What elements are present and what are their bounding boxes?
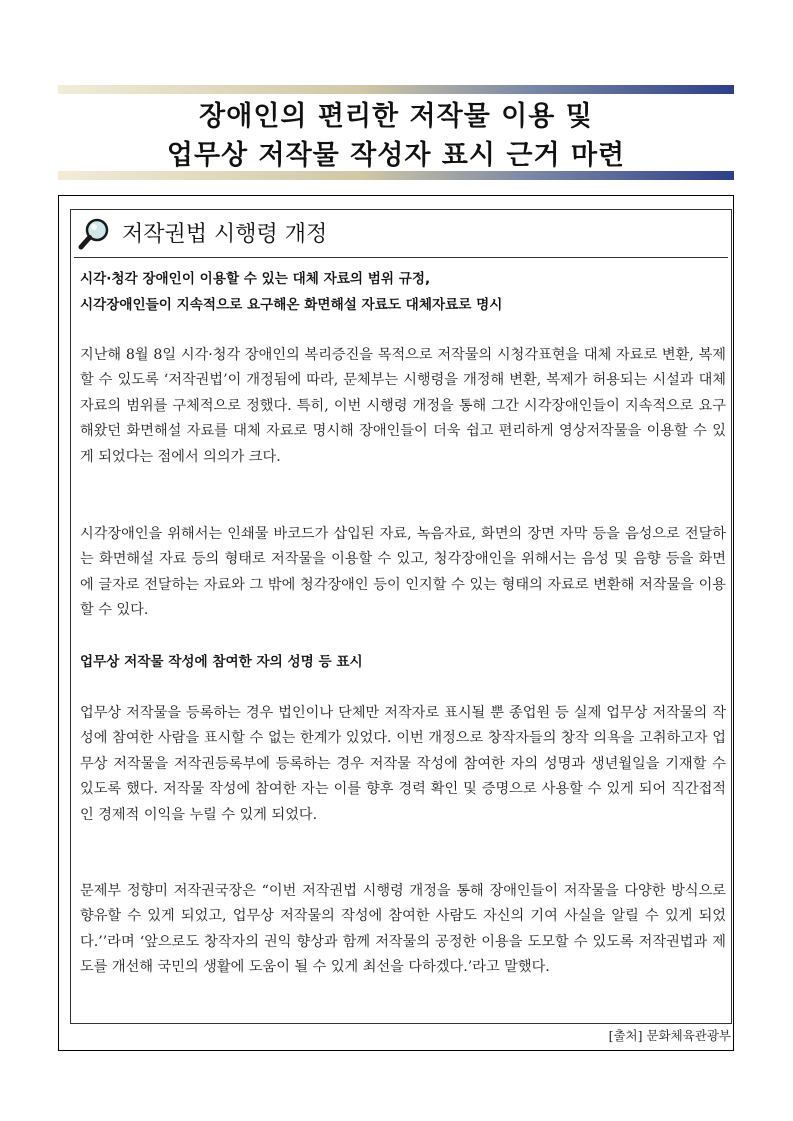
subheading-line: 시각·청각 장애인이 이용할 수 있는 대체 자료의 범위 규정, — [80, 271, 431, 287]
source-credit: [출처] 문화체육관광부 — [608, 1028, 731, 1043]
header-bar-top — [58, 85, 734, 94]
header-bar-bottom — [58, 171, 734, 180]
subheading-line: 시각장애인들이 지속적으로 요구해온 화면해설 자료도 대체자료로 명시 — [80, 297, 503, 313]
paragraph: 지난해 8월 8일 시각·청각 장애인의 복리증진을 목적으로 저작물의 시청각표현을 대체 자료로 변환, 복제할 수 있도록 ‘저작권법’이 개정됨에 따라, 문체부는 시행령을 개정해 변환, 복제가 허용되는 시설과 대체 자료의 범위를 구체적으로 정했다. 특히, 이번 시행령 개정을 통해 그간 시각장애인들이 지속적으로 요구해왔던 화면해설 자료를 대체 자료로 명시해 장애인들이 더욱 쉽고 편리하게 영상저작물을 이용할 수 있게 되었다는 점에서 의의가 크다. — [80, 347, 726, 465]
section-divider — [74, 257, 728, 258]
paragraph: 업무상 저작물을 등록하는 경우 법인이나 단체만 저작자로 표시될 뿐 종업원 등 실제 업무상 저작물의 작성에 참여한 사람을 표시할 수 없는 한계가 있었다. 이번 개정으로 창작자들의 창작 의욕을 고취하고자 업무상 저작물을 저작권등록부에 등록하는 경우 저작물 작성에 참여한 자의 성명과 생년월일을 기재할 수 있도록 했다. 저작물 작성에 참여한 자는 이를 향후 경력 확인 및 증명으로 사용할 수 있게 되어 직간접적인 경제적 이익을 누릴 수 있게 되었다. — [80, 705, 726, 823]
subheading-accessibility — [80, 266, 726, 318]
page-title-line1: 장애인의 편리한 저작물 이용 및 — [199, 101, 593, 132]
section-header — [74, 213, 726, 253]
paragraph: 문제부 정향미 저작권국장은 “이번 저작권법 시행령 개정을 통해 장애인들이 저작물을 다양한 방식으로 향유할 수 있게 되었고, 업무상 저작물의 작성에 참여한 사람도 자신의 기여 사실을 알릴 수 있게 되었다.’’라며 ‘앞으로도 창작자의 권익 향상과 함께 저작물의 공정한 이용을 도모할 수 있도록 저작권법과 제도를 개선해 국민의 생활에 도움이 될 수 있게 최선을 다하겠다.’라고 말했다. — [80, 883, 726, 976]
subheading-work-for-hire: 업무상 저작물 작성에 참여한 자의 성명 등 표시 — [80, 654, 363, 670]
page-title-line2: 업무상 저작물 작성자 표시 근거 마련 — [166, 140, 626, 171]
paragraph: 시각장애인을 위해서는 인쇄물 바코드가 삽입된 자료, 녹음자료, 화면의 장면 자막 등을 음성으로 전달하는 화면해설 자료 등의 형태로 저작물을 이용할 수 있고, 청각장애인을 위해서는 음성 및 음향 등을 화면에 글자로 전달하는 자료와 그 밖에 청각장애인 등이 인지할 수 있는 형태의 자료로 변환해 저작물을 이용할 수 있다. — [80, 526, 726, 619]
magnifier-icon — [78, 217, 112, 251]
section-title: 저작권법 시행령 개정 — [122, 222, 328, 247]
